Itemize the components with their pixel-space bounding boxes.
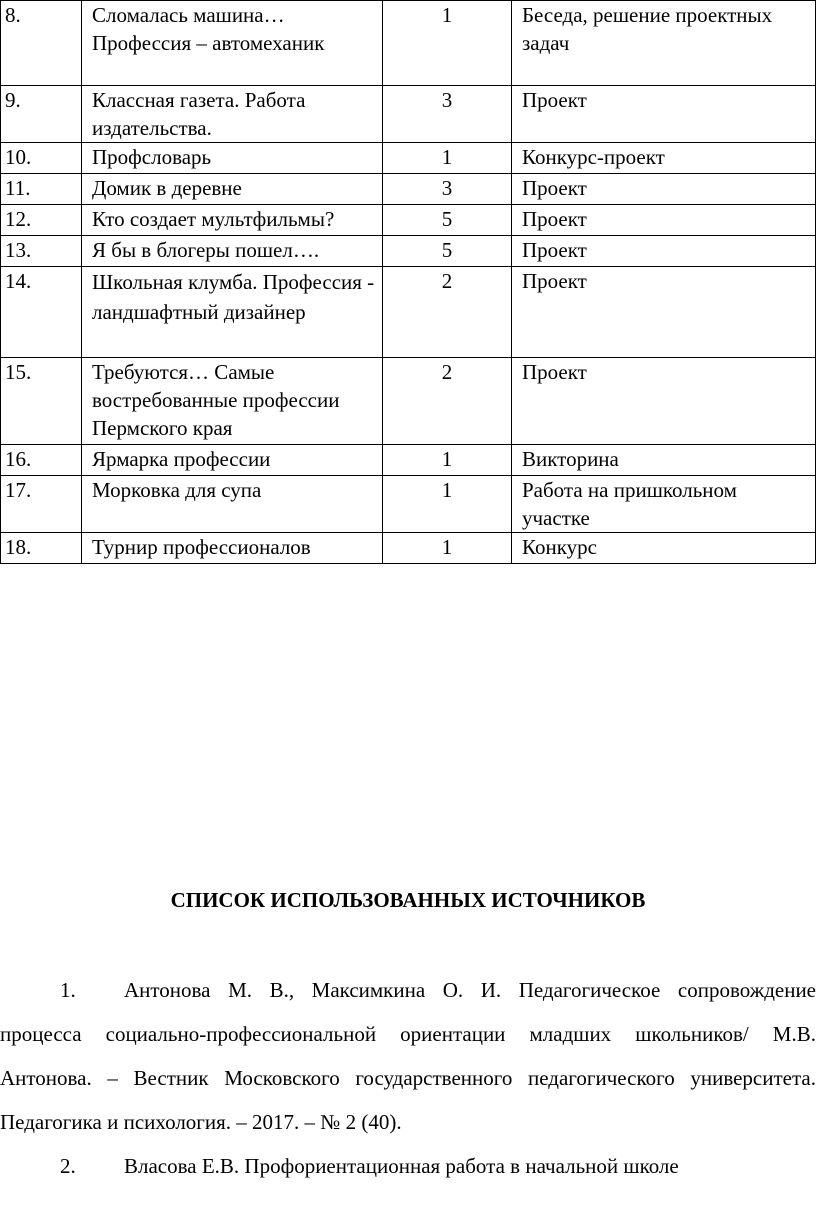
row-number: 13. [1, 236, 82, 267]
row-form: Работа на пришкольном участке [512, 476, 816, 533]
row-number: 16. [1, 445, 82, 476]
row-hours: 1 [383, 445, 512, 476]
table-row [1, 533, 816, 564]
reference-text: Антонова М. В., Максимкина О. И. Педагогическое сопровождение процесса социально-профессиональной ориентации младших школьников/ М.В. Антонова. – Вестник Московского государственного педагогического университета. Педагогика и психология. – 2017. – № 2 (40). [0, 978, 816, 1134]
row-form: Конкурс [512, 533, 816, 564]
table-row [1, 1, 816, 86]
table-row [1, 476, 816, 533]
row-topic: Кто создает мультфильмы? [82, 205, 383, 236]
row-form: Проект [512, 205, 816, 236]
row-hours: 2 [383, 358, 512, 445]
table-row [1, 86, 816, 143]
row-hours: 3 [383, 174, 512, 205]
row-form: Проект [512, 236, 816, 267]
reference-number: 2. [60, 1154, 76, 1178]
row-form: Викторина [512, 445, 816, 476]
row-topic: Требуются… Самые востребованные профессии Пермского края [82, 358, 383, 445]
references-title: СПИСОК ИСПОЛЬЗОВАННЫХ ИСТОЧНИКОВ [170, 888, 646, 912]
row-form: Проект [512, 174, 816, 205]
row-form: Проект [512, 358, 816, 445]
row-topic: Домик в деревне [82, 174, 383, 205]
row-number: 11. [1, 174, 82, 205]
references-section [0, 880, 816, 1188]
row-hours: 1 [383, 1, 512, 86]
row-hours: 1 [383, 143, 512, 174]
table-row [1, 174, 816, 205]
table-row [1, 236, 816, 267]
table-row [1, 358, 816, 445]
row-number: 8. [1, 1, 82, 86]
row-hours: 1 [383, 476, 512, 533]
reference-text: Власова Е.В. Профориентационная работа в начальной школе [124, 1154, 679, 1178]
table-row [1, 445, 816, 476]
row-hours: 5 [383, 205, 512, 236]
row-number: 14. [1, 267, 82, 358]
row-number: 17. [1, 476, 82, 533]
row-number: 15. [1, 358, 82, 445]
reference-item [0, 968, 816, 1144]
row-form: Проект [512, 267, 816, 358]
row-topic: Классная газета. Работа издательства. [82, 86, 383, 143]
row-hours: 5 [383, 236, 512, 267]
row-form: Конкурс-проект [512, 143, 816, 174]
program-table [0, 0, 816, 564]
row-topic: Профсловарь [82, 143, 383, 174]
row-number: 10. [1, 143, 82, 174]
row-number: 12. [1, 205, 82, 236]
row-topic: Я бы в блогеры пошел…. [82, 236, 383, 267]
row-number: 18. [1, 533, 82, 564]
row-topic: Турнир профессионалов [82, 533, 383, 564]
reference-number: 1. [60, 978, 76, 1002]
row-hours: 3 [383, 86, 512, 143]
table-row [1, 205, 816, 236]
row-hours: 1 [383, 533, 512, 564]
table-row [1, 143, 816, 174]
reference-item [0, 1144, 816, 1188]
row-form: Проект [512, 86, 816, 143]
row-topic: Ярмарка профессии [82, 445, 383, 476]
row-topic: Сломалась машина…Профессия – автомеханик [82, 1, 383, 86]
row-number: 9. [1, 86, 82, 143]
table-row [1, 267, 816, 358]
row-hours: 2 [383, 267, 512, 358]
row-form: Беседа, решение проектных задач [512, 1, 816, 86]
row-topic: Школьная клумба. Профессия - ландшафтный дизайнер [82, 267, 383, 358]
row-topic: Морковка для супа [82, 476, 383, 533]
